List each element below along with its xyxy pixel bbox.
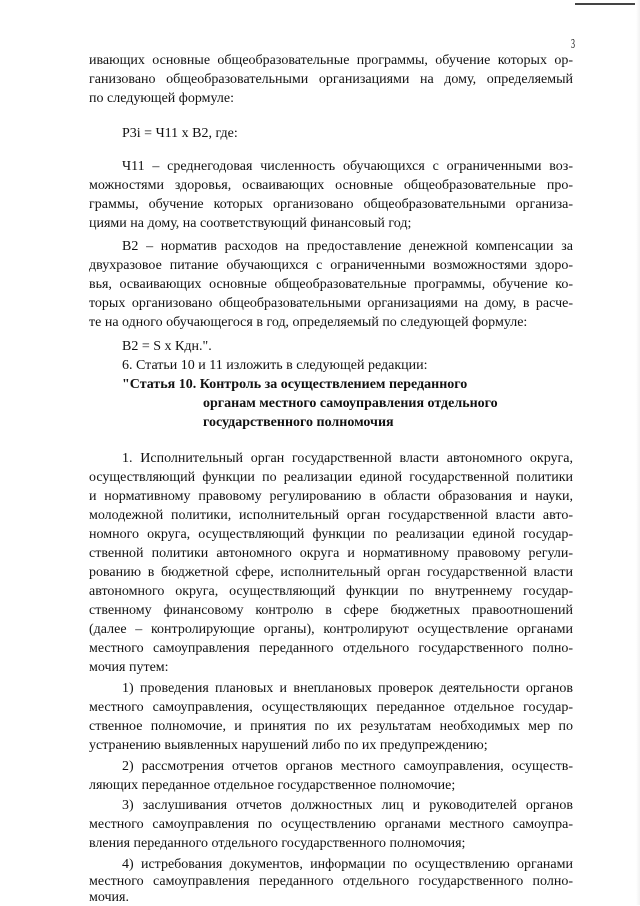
scan-mark [575,3,635,5]
text-line: двухразовое питание обучающихся с ограниченными возможностями здоро- [89,258,573,273]
list-item-line: местного самоуправления переданного отдельного государственного полно- [89,874,573,889]
formula-text: P3i = Ч11 x B2, где: [122,126,238,141]
article-heading: государственного полномочия [203,415,394,430]
text-line: те на одного обучающегося в год, определяемый по следующей формуле: [89,315,528,330]
list-item-line: устранению выявленных нарушений либо по их предупреждению; [89,738,488,753]
text-line: циями на дому, на соответствующий финансовый год; [89,216,412,231]
list-item-line: ляющих переданное отдельное государственное полномочие; [89,778,456,793]
list-item-line: 3) заслушивания отчетов должностных лиц и руководителей органов [122,798,573,813]
text-line: 1. Исполнительный орган государственной власти автономного округа, [122,451,573,466]
text-line: ственному финансовому контролю в сфере бюджетных правоотношений [89,603,573,618]
text-line: Ч11 – среднегодовая численность обучающихся с ограниченными воз- [122,159,573,174]
text-line: 6. Статьи 10 и 11 изложить в следующей редакции: [122,358,428,373]
text-line: номного округа, осуществляющий функции по реализации единой государ- [89,527,573,542]
page-number: 3 [571,37,575,52]
article-heading: органам местного самоуправления отдельного [203,396,498,411]
formula-p3i [122,125,238,142]
formula-b2: B2 = S x Кдн.". [122,339,212,354]
list-item-line: вления переданного отдельного государственного полномочия; [89,836,466,851]
list-item-line: ственное полномочие, и принятия по их результатам необходимых мер по [89,719,573,734]
text-line: можностями здоровья, осваивающих основные общеобразовательные про- [89,178,573,193]
scan-edge [636,0,640,905]
text-line: осуществляющий функции по реализации единой государственной политики [89,470,573,485]
list-item-line: 2) рассмотрения отчетов органов местного самоуправления, осуществ- [122,759,573,774]
text-line: молодежной политики, исполнительный орган государственной власти авто- [89,508,573,523]
article-heading: "Статья 10. Контроль за осуществлением переданного [122,377,468,392]
text-line: ственной политики автономного округа и нормативному правовому регули- [89,546,573,561]
text-line: и нормативному правовому регулированию в области образования и науки, [89,489,573,504]
text-line: автономного округа, осуществляющий функции по внутреннему государ- [89,584,573,599]
list-item-line: 1) проведения плановых и внеплановых проверок деятельности органов [122,681,573,696]
list-item-line: местного самоуправления, осуществляющих переданное отдельное государ- [89,700,573,715]
text-line: по следующей формуле: [89,91,234,106]
text-line: ивающих основные общеобразовательные программы, обучение которых ор- [89,53,573,68]
text-line: B2 – норматив расходов на предоставление денежной компенсации за [122,239,573,254]
text-line: ганизовано общеобразовательными организациями на дому, определяемый [89,72,573,87]
text-line: мочия путем: [89,660,169,675]
text-line: торых организовано общеобразовательными организациями на дому, в расче- [89,296,573,311]
list-item-line: мочия. [89,890,129,905]
text-line: рованию в бюджетной сфере, исполнительный орган государственной власти [89,565,573,580]
text-line: вья, осваивающих основные общеобразовательные программы, обучение ко- [89,277,573,292]
text-line: граммы, обучение которых организовано общеобразовательными организа- [89,197,573,212]
text-line: (далее – контролирующие органы), контролируют осуществление органами [89,622,573,637]
text-line: местного самоуправления переданного отдельного государственного полно- [89,641,573,656]
list-item-line: местного самоуправления по осуществлению органами местного самоупра- [89,817,573,832]
list-item-line: 4) истребования документов, информации по осуществлению органами [122,857,573,872]
